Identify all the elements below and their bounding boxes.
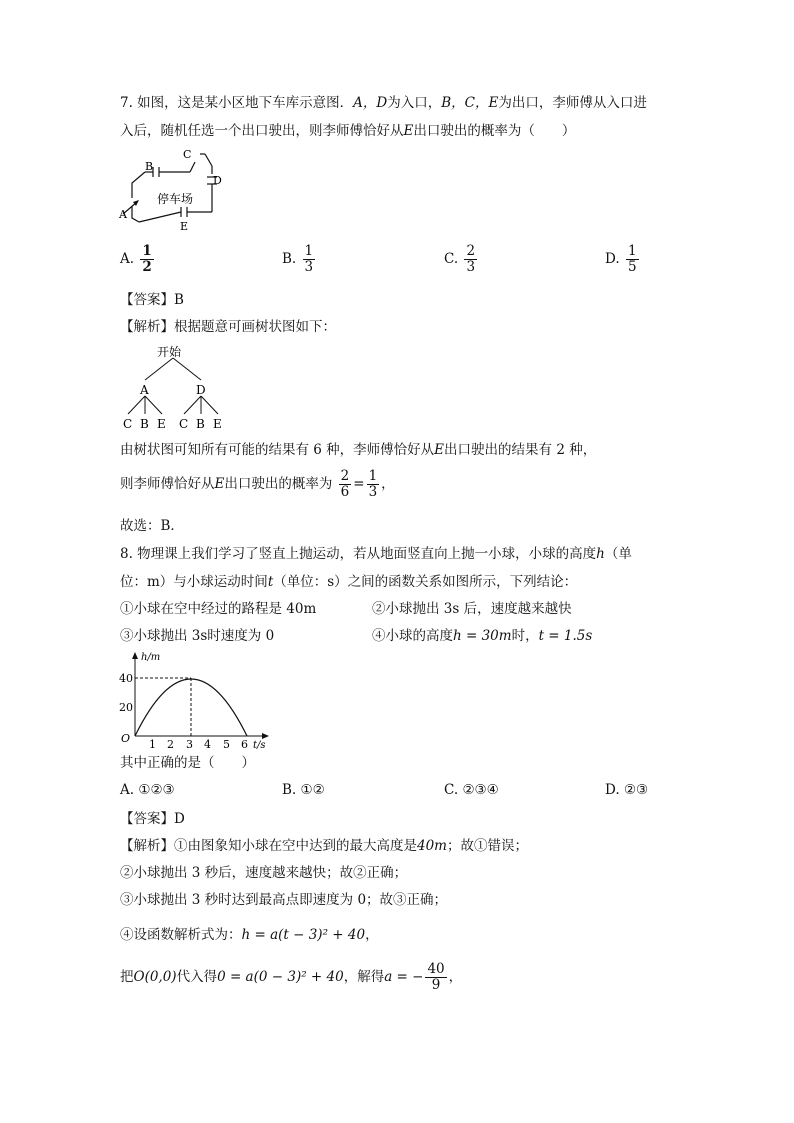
garage-label: 停车场 (157, 192, 194, 206)
y-tick: 20 (119, 701, 133, 714)
q8-analysis-line-4 (120, 925, 379, 945)
option-fraction: $\frac{1}{2}$ (142, 243, 152, 275)
label-a: A (119, 208, 127, 221)
q7-analysis-line-3 (120, 468, 395, 500)
q7-stem-line-1 (120, 93, 647, 113)
q7-tree-diagram (115, 342, 235, 434)
option-letter: C. (444, 782, 459, 798)
label-c: C (183, 148, 192, 161)
q8-stem-text: 位：m）与小球运动时间 (120, 574, 268, 590)
y-axis-label: h/m (141, 652, 161, 663)
analysis-tag: 【解析】 (120, 838, 174, 854)
label-b: B (145, 160, 154, 173)
q7-stem-text: 出口驶出的概率为（ ） (413, 123, 576, 139)
q8-analysis-line-3: ③小球抛出 3 秒时达到最高点即速度为 0；故③正确； (120, 892, 448, 908)
q8-answer (120, 809, 185, 829)
option-letter: D. (605, 251, 620, 267)
option-text: ①② (300, 782, 325, 798)
point: O(0,0) (133, 969, 177, 985)
var-e: E (434, 442, 445, 458)
analysis-tag: 【解析】 (120, 319, 174, 335)
tree-leaf: E (213, 417, 222, 431)
q7-stem-text: 为出口，李师傅从入口进 (498, 95, 647, 111)
punct: ， (448, 969, 463, 985)
q8-height-time-graph (115, 650, 275, 752)
x-tick: 2 (167, 738, 174, 751)
analysis-text: ，解得 (343, 969, 385, 985)
q7-garage-figure (115, 148, 225, 236)
x-axis-label: t/s (253, 740, 266, 751)
equation: t = 1.5s (538, 628, 593, 644)
statement-text: ④小球的高度 (372, 628, 453, 644)
var-e: E (214, 476, 225, 492)
analysis-text: ；故①错误； (446, 838, 528, 854)
x-tick: 5 (223, 738, 230, 751)
q8-option-a[interactable] (120, 782, 175, 798)
fraction: $\frac{2}{6}$ (340, 468, 350, 500)
option-fraction: $\frac{1}{5}$ (627, 243, 637, 275)
q8-statement-3: ③小球抛出 3s时速度为 0 (120, 628, 275, 644)
y-tick: 40 (119, 672, 133, 685)
option-text: ①②③ (138, 782, 175, 798)
q8-option-b[interactable] (282, 782, 325, 798)
option-letter: B. (282, 782, 297, 798)
label-e: E (180, 220, 189, 233)
q8-analysis-line-1 (120, 836, 528, 856)
q8-stem-text: 8. 物理课上我们学习了竖直上抛运动，若从地面竖直向上抛一小球，小球的高度 (120, 546, 597, 562)
tree-root: 开始 (157, 345, 182, 359)
q7-stem-text: 7. 如图，这是某小区地下车库示意图． (120, 95, 354, 111)
fraction: $\frac{1}{3}$ (368, 468, 378, 500)
analysis-text: ④设函数解析式为： (120, 927, 242, 943)
option-letter: B. (282, 251, 297, 267)
origin-label: O (121, 732, 131, 745)
q8-question: 其中正确的是（ ） (120, 755, 255, 771)
q8-analysis-line-2: ②小球抛出 3 秒后，速度越来越快；故②正确； (120, 865, 408, 881)
statement-text: 时， (511, 628, 539, 644)
q7-conclusion: 故选：B． (120, 518, 184, 534)
x-tick: 6 (241, 738, 248, 751)
tree-node-d: D (196, 383, 206, 397)
q7-analysis-line-2 (120, 440, 596, 460)
answer-value: D (174, 811, 185, 827)
q8-statement-4 (372, 626, 592, 646)
parabola-curve (135, 679, 247, 736)
option-letter: C. (444, 251, 459, 267)
x-tick: 1 (149, 738, 156, 751)
x-arrow-icon (262, 733, 269, 739)
q8-analysis-line-5 (120, 960, 462, 994)
analysis-text: 由树状图可知所有可能的结果有 6 种，李师傅恰好从 (120, 442, 435, 458)
q8-stem-line-2 (120, 572, 577, 592)
q7-stem-text: 入后，随机任选一个出口驶出，则李师傅恰好从 (120, 123, 404, 139)
answer-value: B (174, 292, 184, 308)
label-d: D (213, 174, 222, 187)
q7-stem-line-2 (120, 121, 575, 141)
q8-stem-text: （单位：s）之间的函数关系如图所示，下列结论： (273, 574, 578, 590)
answer-tag: 【答案】 (120, 811, 174, 827)
option-letter: A. (120, 782, 135, 798)
q8-option-d[interactable] (605, 782, 648, 798)
analysis-text: 出口驶出的结果有 2 种， (444, 442, 597, 458)
tree-leaf: C (179, 417, 189, 431)
analysis-text: 代入得 (176, 969, 218, 985)
q7-answer (120, 290, 184, 310)
q8-statement-1: ①小球在空中经过的路程是 40m (120, 601, 317, 617)
q7-stem-text: 为入口， (387, 95, 442, 111)
analysis-text: 把 (120, 969, 134, 985)
q8-option-c[interactable] (444, 782, 499, 798)
equals: = (353, 476, 365, 492)
option-text: ②③④ (462, 782, 499, 798)
var-t: t (267, 574, 274, 590)
analysis-text: 出口驶出的概率为 (224, 476, 333, 492)
x-tick: 4 (204, 738, 211, 751)
q7-var-e: E (403, 123, 414, 139)
fraction: $\frac{40}{9}$ (427, 961, 445, 993)
tree-node-a: A (140, 383, 149, 397)
answer-tag: 【答案】 (120, 292, 174, 308)
tree-leaf: B (140, 417, 149, 431)
option-fraction: $\frac{2}{3}$ (466, 243, 476, 275)
q8-statement-2: ②小球抛出 3s 后，速度越来越快 (372, 601, 572, 617)
tree-leaf: B (196, 417, 205, 431)
q7-analysis-line-1 (120, 317, 336, 337)
analysis-text: 则李师傅恰好从 (120, 476, 215, 492)
punct: ， (365, 927, 379, 943)
q7-option-a[interactable] (120, 244, 156, 275)
q7-option-d[interactable] (605, 244, 641, 275)
var-h: h (596, 546, 605, 562)
equation: a = − (384, 969, 424, 985)
q7-option-c[interactable] (444, 244, 479, 275)
value: 40m (417, 838, 447, 854)
option-fraction: $\frac{1}{3}$ (304, 243, 314, 275)
equation: 0 = a(0 − 3)² + 40 (217, 969, 344, 985)
q8-stem-line-1 (120, 544, 632, 564)
option-text: ②③ (623, 782, 649, 798)
equation: h = a(t − 3)² + 40 (241, 927, 366, 943)
tree-leaf: C (123, 417, 133, 431)
analysis-text: ①由图象知小球在空中达到的最大高度是 (174, 838, 417, 854)
option-letter: A. (120, 251, 135, 267)
analysis-text: 根据题意可画树状图如下： (174, 319, 336, 335)
q7-exit-vars: B，C，E (441, 95, 499, 111)
punct: ， (381, 476, 395, 492)
option-letter: D. (605, 782, 620, 798)
q7-entrance-vars: A，D (353, 95, 388, 111)
q7-option-b[interactable] (282, 244, 317, 275)
y-arrow-icon (132, 652, 138, 659)
q8-stem-text: （单 (604, 546, 632, 562)
x-tick: 3 (186, 738, 193, 751)
tree-leaf: E (157, 417, 166, 431)
equation: h = 30m (453, 628, 512, 644)
